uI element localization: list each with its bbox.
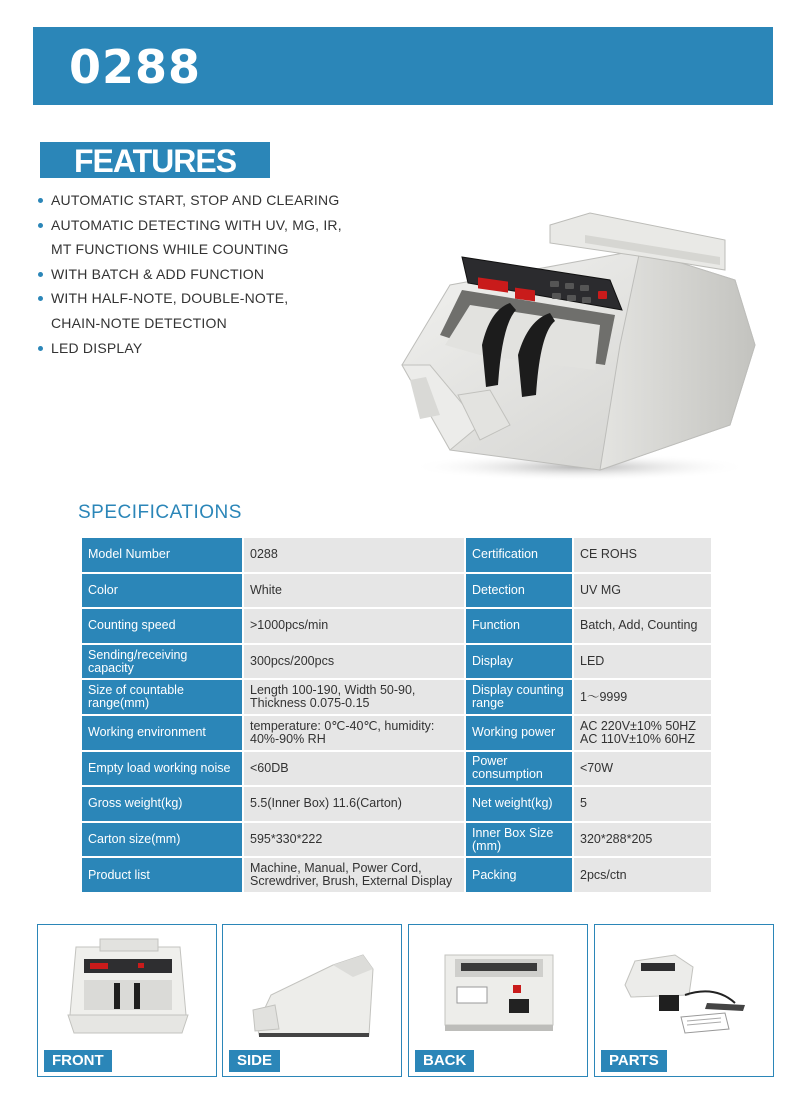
spec-value: 0288 (243, 537, 465, 573)
spec-label: Model Number (81, 537, 243, 573)
feature-text: AUTOMATIC START, STOP AND CLEARING (51, 192, 340, 208)
spec-row (81, 822, 712, 858)
feature-text: CHAIN-NOTE DETECTION (51, 314, 227, 331)
spec-label: Gross weight(kg) (81, 786, 243, 822)
front-label: FRONT (44, 1050, 112, 1072)
side-label: SIDE (229, 1050, 280, 1072)
spec-row (81, 786, 712, 822)
spec-label: Counting speed (81, 608, 243, 644)
feature-text: AUTOMATIC DETECTING WITH UV, MG, IR, (51, 216, 342, 233)
spec-value: 5 (573, 786, 712, 822)
feature-item (37, 237, 397, 262)
spec-label: Working power (465, 715, 573, 751)
spec-label: Certification (465, 537, 573, 573)
spec-row (81, 608, 712, 644)
spec-row (81, 573, 712, 609)
spec-label: Empty load working noise (81, 751, 243, 787)
spec-row (81, 537, 712, 573)
feature-list (37, 188, 397, 360)
spec-row (81, 751, 712, 787)
bullet-icon (38, 272, 43, 277)
spec-label: Working environment (81, 715, 243, 751)
spec-label: Display counting range (465, 679, 573, 715)
bullet-icon (38, 223, 43, 228)
spec-value: 595*330*222 (243, 822, 465, 858)
feature-item (37, 336, 397, 361)
spec-label: Color (81, 573, 243, 609)
feature-item (37, 213, 397, 238)
bullet-icon (38, 346, 43, 351)
spec-row (81, 644, 712, 680)
spec-value: Batch, Add, Counting (573, 608, 712, 644)
spec-value: <70W (573, 751, 712, 787)
spec-value: CE ROHS (573, 537, 712, 573)
spec-value: Machine, Manual, Power Cord, Screwdriver, Brush, External Display (243, 857, 465, 893)
bullet-icon (38, 198, 43, 203)
spec-value: 2pcs/ctn (573, 857, 712, 893)
spec-row (81, 857, 712, 893)
spec-value: White (243, 573, 465, 609)
specifications-heading: SPECIFICATIONS (78, 502, 242, 523)
spec-value: Length 100-190, Width 50-90, Thickness 0.075-0.15 (243, 679, 465, 715)
spec-value: 5.5(Inner Box) 11.6(Carton) (243, 786, 465, 822)
spec-label: Sending/receiving capacity (81, 644, 243, 680)
spec-row (81, 679, 712, 715)
spec-label: Power consumption (465, 751, 573, 787)
product-image (390, 195, 770, 485)
spec-value: <60DB (243, 751, 465, 787)
feature-item (37, 262, 397, 287)
feature-item (37, 311, 397, 336)
spec-label: Product list (81, 857, 243, 893)
spec-label: Net weight(kg) (465, 786, 573, 822)
parts-view-thumbnail (594, 924, 774, 1077)
spec-label: Size of countable range(mm) (81, 679, 243, 715)
spec-value: temperature: 0℃-40℃, humidity: 40%-90% RH (243, 715, 465, 751)
feature-item (37, 286, 397, 311)
features-heading-box (40, 142, 270, 178)
feature-item (37, 188, 397, 213)
feature-text: WITH BATCH & ADD FUNCTION (51, 265, 265, 282)
features-heading: FEATURES (74, 143, 237, 179)
spec-label: Detection (465, 573, 573, 609)
back-view-thumbnail (408, 924, 588, 1077)
spec-label: Packing (465, 857, 573, 893)
spec-value: 300pcs/200pcs (243, 644, 465, 680)
spec-label: Display (465, 644, 573, 680)
parts-label: PARTS (601, 1050, 667, 1072)
spec-value: UV MG (573, 573, 712, 609)
spec-label: Function (465, 608, 573, 644)
spec-value: >1000pcs/min (243, 608, 465, 644)
spec-row (81, 715, 712, 751)
spec-value: LED (573, 644, 712, 680)
spec-value: 1～9999 (573, 679, 712, 715)
spec-label: Carton size(mm) (81, 822, 243, 858)
back-label: BACK (415, 1050, 474, 1072)
spec-value: AC 220V±10% 50HZ AC 110V±10% 60HZ (573, 715, 712, 751)
specifications-table (80, 536, 713, 894)
front-view-thumbnail (37, 924, 217, 1077)
feature-text: WITH HALF-NOTE, DOUBLE-NOTE, (51, 290, 289, 307)
feature-text: LED DISPLAY (51, 339, 143, 356)
spec-value: 320*288*205 (573, 822, 712, 858)
feature-text: MT FUNCTIONS WHILE COUNTING (51, 241, 289, 258)
bullet-icon (38, 296, 43, 301)
model-title: 0288 (69, 40, 202, 94)
spec-label: Inner Box Size (mm) (465, 822, 573, 858)
side-view-thumbnail (222, 924, 402, 1077)
title-banner (33, 27, 773, 105)
